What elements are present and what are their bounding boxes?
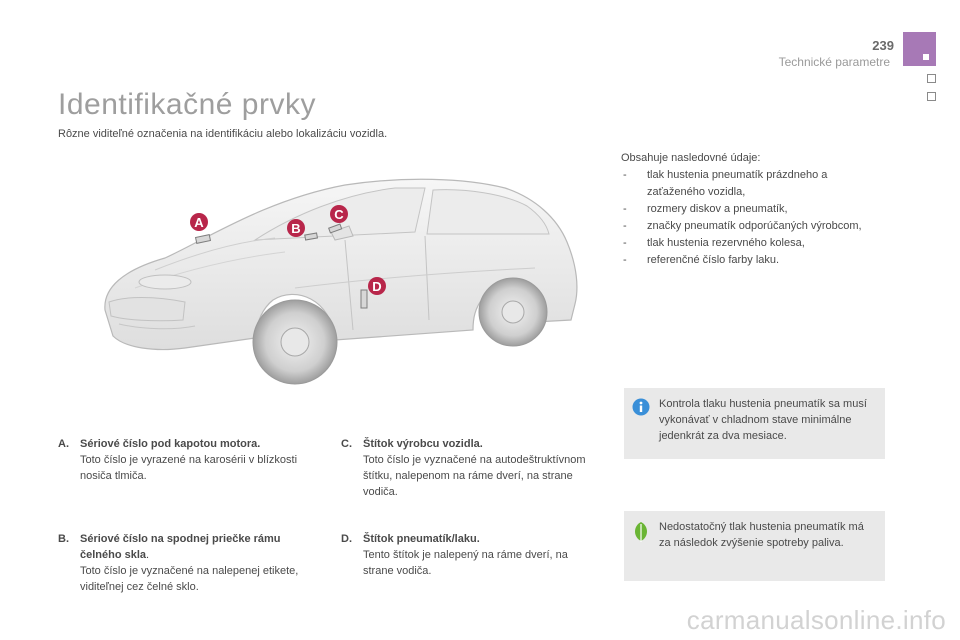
- page-subtitle: Rôzne viditeľné označenia na identifikáciu alebo lokalizáciu vozidla.: [58, 128, 388, 140]
- marker-label: C: [334, 207, 344, 222]
- marker-c: [330, 205, 348, 223]
- leaf-icon: [632, 521, 650, 548]
- item-heading: Štítok pneumatík/laku.: [363, 533, 480, 545]
- item-heading: Sériové číslo pod kapotou motora.: [80, 438, 261, 450]
- marker-b: [287, 219, 305, 237]
- list-item: - tlak hustenia rezervného kolesa,: [621, 235, 871, 252]
- info-note-text: Kontrola tlaku hustenia pneumatík sa musí vykonávať v chladnom stave minimálne jedenkrát za dva mesiace.: [659, 398, 867, 442]
- page-number: 239: [872, 38, 894, 53]
- item-letter: B.: [58, 533, 69, 545]
- section-tab-active[interactable]: [903, 32, 936, 66]
- contents-panel: [621, 150, 871, 269]
- section-tab[interactable]: [927, 92, 936, 101]
- item-a: [58, 436, 298, 484]
- item-letter: A.: [58, 438, 69, 450]
- contents-intro: Obsahuje nasledovné údaje:: [621, 152, 761, 164]
- list-item: - referenčné číslo farby laku.: [621, 252, 871, 269]
- page-title: Identifikačné prvky: [58, 88, 316, 121]
- info-icon: [632, 398, 650, 421]
- car-illustration: [95, 170, 590, 395]
- item-letter: C.: [341, 438, 352, 450]
- item-heading: Sériové číslo na spodnej priečke rámu čelného skla: [80, 533, 281, 561]
- item-heading-end: .: [146, 549, 150, 561]
- list-item: - rozmery diskov a pneumatík,: [621, 201, 871, 218]
- item-text: Tento štítok je nalepený na ráme dverí, na strane vodiča.: [363, 549, 568, 577]
- item-text: Toto číslo je vyznačené na nalepenej etikete, viditeľnej cez čelné sklo.: [80, 565, 299, 593]
- info-note: [624, 388, 885, 459]
- marker-label: A: [194, 215, 204, 230]
- watermark: carmanualsonline.info: [686, 605, 946, 635]
- list-item: - tlak hustenia pneumatík prázdneho a zaťaženého vozidla,: [621, 167, 871, 201]
- item-c: [341, 436, 591, 500]
- marker-d: [368, 277, 386, 295]
- list-item: - značky pneumatík odporúčaných výrobcom,: [621, 218, 871, 235]
- item-letter: D.: [341, 533, 352, 545]
- tab-marker-icon: [923, 54, 929, 60]
- item-text: Toto číslo je vyznačené na autodeštruktívnom štítku, nalepenom na ráme dverí, na strane vodiča.: [363, 454, 586, 498]
- item-b: [58, 531, 308, 595]
- section-title: Technické parametre: [778, 55, 890, 69]
- marker-label: D: [372, 279, 382, 294]
- car-drawing: [95, 170, 590, 395]
- item-d: [341, 531, 591, 579]
- marker-label: B: [291, 221, 301, 236]
- contents-list: [621, 167, 871, 269]
- eco-note-text: Nedostatočný tlak hustenia pneumatík má za následok zvýšenie spotreby paliva.: [659, 521, 864, 549]
- item-text: Toto číslo je vyrazené na karosérii v blízkosti nosiča tlmiča.: [80, 454, 298, 482]
- eco-note: [624, 511, 885, 581]
- section-tab[interactable]: [927, 74, 936, 83]
- marker-a: [190, 213, 208, 231]
- item-heading: Štítok výrobcu vozidla.: [363, 438, 483, 450]
